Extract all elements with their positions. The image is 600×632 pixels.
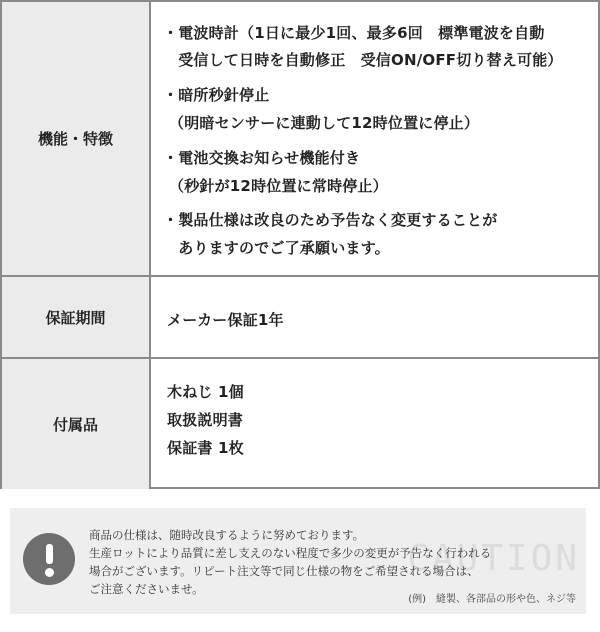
- accessory-line: 木ねじ 1個: [167, 383, 244, 401]
- accessory-line: 取扱説明書: [167, 411, 244, 429]
- feature-line: 受信して日時を自動修正 受信ON/OFF切り替え可能）: [163, 51, 563, 69]
- feature-line: （明暗センサーに連動して12時位置に停止）: [169, 114, 480, 132]
- feature-line: ・電波時計（1日に最少1回、最多6回 標準電波を自動: [163, 24, 545, 42]
- notice-line: 生産ロットにより品質に差し支えのない程度で多少の変更が予告なく行われる: [89, 546, 492, 560]
- spec-label-features: 機能・特徴: [2, 2, 151, 275]
- feature-line: ありますのでご了承願います。: [163, 239, 390, 257]
- warranty-line: メーカー保証1年: [167, 311, 284, 329]
- feature-line: ・製品仕様は改良のため予告なく変更することが: [163, 211, 498, 229]
- accessory-line: 保証書 1枚: [167, 439, 244, 457]
- feature-line: （秒針が12時位置に常時停止）: [169, 177, 388, 195]
- caution-notice: [10, 508, 586, 614]
- notice-line: 商品の仕様は、随時改良するように努めております。: [89, 528, 365, 542]
- exclamation-icon: [23, 533, 75, 585]
- spec-row-warranty: [2, 277, 598, 359]
- spec-row-accessories: [2, 359, 598, 489]
- notice-line: 場合がございます。リピート注文等で同じ仕様の物をご希望される場合は、: [89, 564, 479, 578]
- spec-value-accessories: [151, 359, 598, 489]
- caution-watermark: CAUTION: [407, 538, 580, 579]
- feature-line: ・暗所秒針停止: [163, 86, 270, 104]
- spec-value-features: [151, 2, 598, 275]
- spec-value-warranty: [151, 277, 598, 357]
- spec-label-accessories: 付属品: [2, 359, 151, 489]
- spec-row-features: [2, 2, 598, 277]
- notice-line: ご注意くださいませ。: [89, 582, 204, 596]
- spec-label-warranty: 保証期間: [2, 277, 151, 357]
- notice-example: (例) 縫製、各部品の形や色、ネジ等: [408, 594, 576, 605]
- feature-line: ・電池交換お知らせ機能付き: [163, 149, 361, 167]
